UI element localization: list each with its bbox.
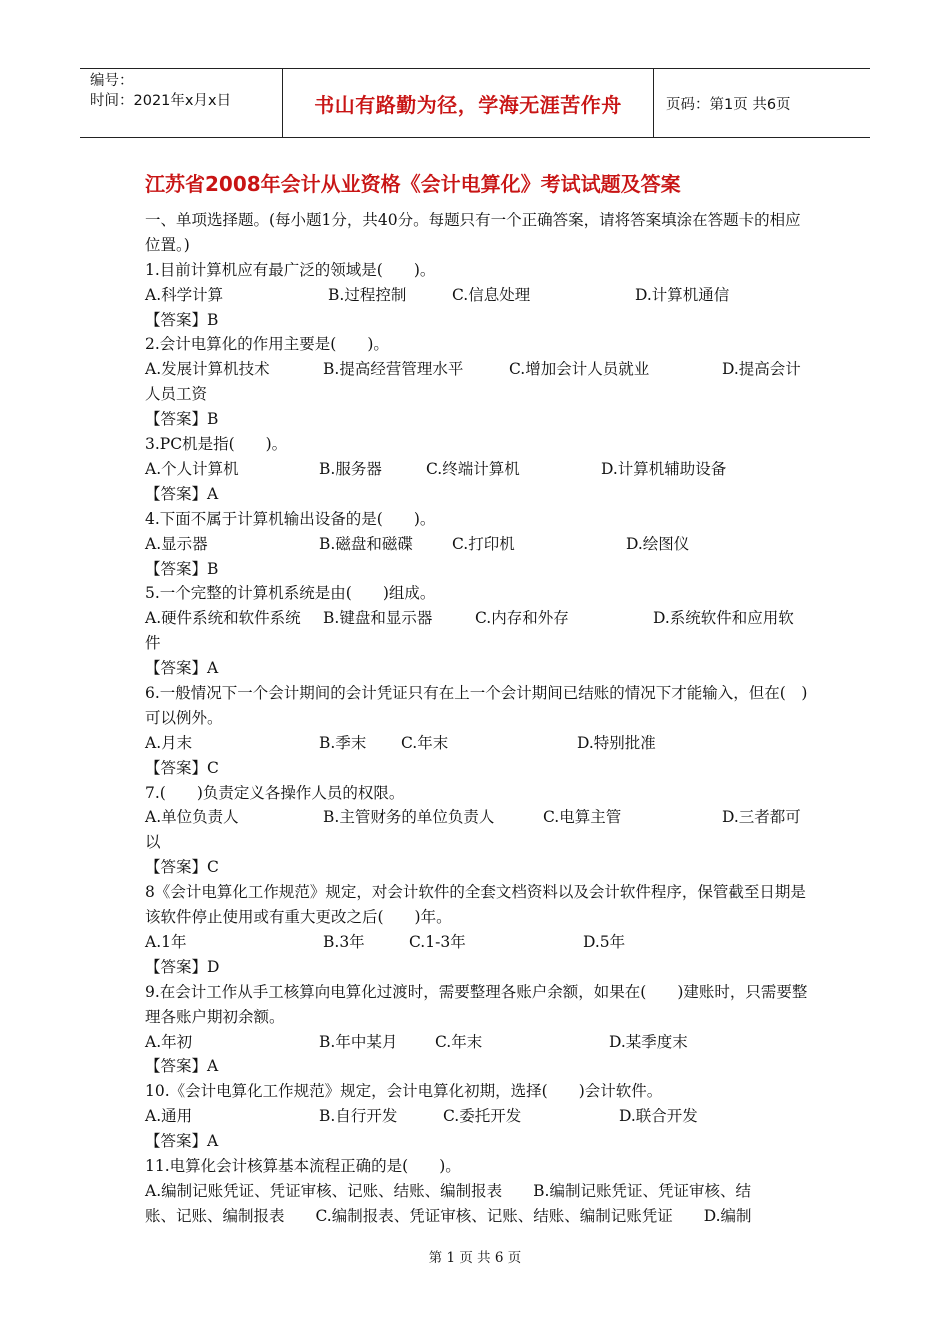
header-meta xyxy=(80,69,282,137)
option-a: A.发展计算机技术 xyxy=(145,360,270,379)
motto: 书山有路勤为径，学海无涯苦作舟 xyxy=(314,92,622,117)
option-d: D.特别批准 xyxy=(577,733,656,752)
option-c: C.电算主管 xyxy=(543,808,622,827)
question-text: 1.目前计算机应有最广泛的领域是( )。 xyxy=(145,260,436,279)
option-b: B.服务器 xyxy=(319,459,382,478)
answer: 【答案】A xyxy=(145,1057,219,1076)
option-line: 账、记账、编制报表 C.编制报表、凭证审核、记账、结账、编制记账凭证 D.编制 xyxy=(145,1206,752,1225)
question-text: 7.( )负责定义各操作人员的权限。 xyxy=(145,783,405,802)
option-d: D.提高会计 xyxy=(722,360,801,379)
answer: 【答案】A xyxy=(145,484,219,503)
number-label: 编号： xyxy=(90,73,134,89)
option-d: D.计算机辅助设备 xyxy=(601,459,727,478)
option-line: A.编制记账凭证、凭证审核、记账、结账、编制报表 B.编制记账凭证、凭证审核、结 xyxy=(145,1181,751,1200)
option-a: A.个人计算机 xyxy=(145,459,239,478)
answer: 【答案】A xyxy=(145,659,219,678)
option-c: C.1-3年 xyxy=(409,932,466,951)
answer: 【答案】D xyxy=(145,957,220,976)
option-row xyxy=(145,731,810,756)
option-b: B.磁盘和磁碟 xyxy=(319,534,413,553)
option-b: B.3年 xyxy=(323,932,365,951)
section-intro: 一、单项选择题。(每小题1分，共40分。每题只有一个正确答案，请将答案填涂在答题卡的相应位置。) xyxy=(145,211,801,254)
question-text: 8《会计电算化工作规范》规定，对会计软件的全套文档资料以及会计软件程序，保管截至日期是该软件停止使用或有重大更改之后( )年。 xyxy=(145,883,806,927)
option-row xyxy=(145,532,810,557)
page-info: 页码：第1页 共6页 xyxy=(666,96,791,113)
option-a: A.科学计算 xyxy=(145,285,224,304)
question-text: 6.一般情况下一个会计期间的会计凭证只有在上一个会计期间已结账的情况下才能输入，但在( )可以例外。 xyxy=(145,683,808,727)
header-motto-cell xyxy=(282,69,654,137)
answer: 【答案】C xyxy=(145,858,219,877)
page-footer: 第 1 页 共 6 页 xyxy=(428,1250,522,1266)
question-text: 2.会计电算化的作用主要是( )。 xyxy=(145,335,389,354)
option-c: C.增加会计人员就业 xyxy=(509,360,650,379)
option-b: B.季末 xyxy=(319,733,367,752)
option-b: B.过程控制 xyxy=(328,285,407,304)
time-label: 时间：2021年x月x日 xyxy=(90,93,232,109)
option-a: A.显示器 xyxy=(145,534,208,553)
header-page-info xyxy=(654,69,870,137)
option-row xyxy=(145,805,810,830)
option-d: D.绘图仪 xyxy=(626,534,690,553)
option-d: D.三者都可 xyxy=(722,808,801,827)
option-row xyxy=(145,930,810,955)
option-b: B.年中某月 xyxy=(319,1032,398,1051)
option-c: C.年末 xyxy=(435,1032,483,1051)
option-row xyxy=(145,1030,810,1055)
option-c: C.委托开发 xyxy=(443,1107,522,1126)
option-continuation: 人员工资 xyxy=(145,385,208,404)
option-a: A.年初 xyxy=(145,1032,193,1051)
option-c: C.年末 xyxy=(401,733,449,752)
option-row xyxy=(145,457,810,482)
option-c: C.信息处理 xyxy=(452,285,531,304)
question-text: 5.一个完整的计算机系统是由( )组成。 xyxy=(145,584,436,603)
option-a: A.月末 xyxy=(145,733,193,752)
question-text: 11.电算化会计核算基本流程正确的是( )。 xyxy=(145,1156,461,1175)
answer: 【答案】C xyxy=(145,758,219,777)
question-text: 4.下面不属于计算机输出设备的是( )。 xyxy=(145,509,436,528)
option-a: A.通用 xyxy=(145,1107,193,1126)
option-b: B.自行开发 xyxy=(319,1107,398,1126)
option-continuation: 件 xyxy=(145,634,161,653)
option-row xyxy=(145,283,810,308)
option-a: A.1年 xyxy=(145,932,187,951)
option-a: A.硬件系统和软件系统 xyxy=(145,609,301,628)
option-b: B.键盘和显示器 xyxy=(323,609,433,628)
option-d: D.5年 xyxy=(583,932,626,951)
option-d: D.系统软件和应用软 xyxy=(653,609,794,628)
option-d: D.某季度末 xyxy=(609,1032,688,1051)
answer: 【答案】A xyxy=(145,1132,219,1151)
answer: 【答案】B xyxy=(145,310,219,329)
question-text: 10.《会计电算化工作规范》规定，会计电算化初期，选择( )会计软件。 xyxy=(145,1082,663,1101)
option-row xyxy=(145,1104,810,1129)
option-a: A.单位负责人 xyxy=(145,808,239,827)
question-text: 9.在会计工作从手工核算向电算化过渡时，需要整理各账户余额，如果在( )建账时，只需要整理各账户期初余额。 xyxy=(145,982,808,1026)
option-c: C.打印机 xyxy=(452,534,515,553)
option-b: B.主管财务的单位负责人 xyxy=(323,808,495,827)
option-b: B.提高经营管理水平 xyxy=(323,360,464,379)
option-d: D.计算机通信 xyxy=(635,285,730,304)
answer: 【答案】B xyxy=(145,410,219,429)
option-c: C.内存和外存 xyxy=(475,609,569,628)
document-title: 江苏省2008年会计从业资格《会计电算化》考试试题及答案 xyxy=(145,172,681,196)
option-row xyxy=(145,606,810,631)
option-continuation: 以 xyxy=(145,833,161,852)
option-d: D.联合开发 xyxy=(619,1107,698,1126)
page-header xyxy=(80,68,870,138)
answer: 【答案】B xyxy=(145,559,219,578)
option-c: C.终端计算机 xyxy=(426,459,520,478)
option-row xyxy=(145,357,810,382)
question-text: 3.PC机是指( )。 xyxy=(145,435,288,454)
question-list xyxy=(145,208,810,1229)
